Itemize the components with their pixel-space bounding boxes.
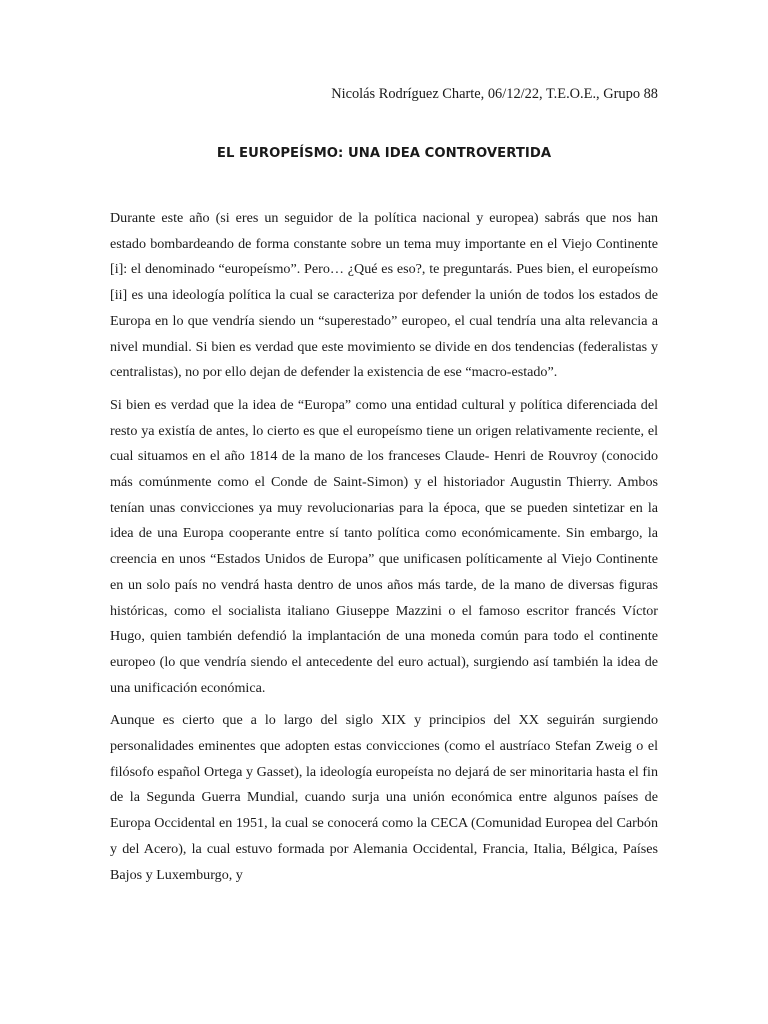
document-body (110, 206, 658, 895)
paragraph-2: Si bien es verdad que la idea de “Europa” como una entidad cultural y política diferenciada del resto ya existía de antes, lo cierto es que el europeísmo tiene un origen relativamente reciente, el cual situamos en el año 1814 de la mano de los franceses Claude- Henri de Rouvroy (conocido más comúnmente como el Conde de Saint-Simon) y el historiador Augustin Thierry. Ambos tenían unas convicciones ya muy revolucionarias para la época, que se pueden sintetizar en la idea de una Europa cooperante entre sí tanto política como económicamente. Sin embargo, la creencia en unos “Estados Unidos de Europa” que unificasen políticamente al Viejo Continente en un solo país no vendrá hasta dentro de unos años más tarde, de la mano de diversas figuras históricas, como el socialista italiano Giuseppe Mazzini o el famoso escritor francés Víctor Hugo, quien también defendió la implantación de una moneda común para todo el continente europeo (lo que vendría siendo el antecedente del euro actual), surgiendo así también la idea de una unificación económica. (110, 396, 658, 696)
paragraph-3: Aunque es cierto que a lo largo del siglo XIX y principios del XX seguirán surgiendo personalidades eminentes que adopten estas convicciones (como el austríaco Stefan Zweig o el filósofo español Ortega y Gasset), la ideología europeísta no dejará de ser minoritaria hasta el fin de la Segunda Guerra Mundial, cuando surja una unión económica entre algunos países de Europa Occidental en 1951, la cual se conocerá como la CECA (Comunidad Europea del Carbón y del Acero), la cual estuvo formada por Alemania Occidental, Francia, Italia, Bélgica, Países Bajos y Luxemburgo, y (110, 712, 658, 883)
author-header: Nicolás Rodríguez Charte, 06/12/22, T.E.O.E., Grupo 88 (331, 86, 658, 102)
document-title: EL EUROPEÍSMO: UNA IDEA CONTROVERTIDA (216, 146, 552, 161)
paragraph-1: Durante este año (si eres un seguidor de la política nacional y europea) sabrás que nos han estado bombardeando de forma constante sobre un tema muy importante en el Viejo Continente [i]: el denominado “europeísmo”. Pero… ¿Qué es eso?, te preguntarás. Pues bien, el europeísmo [ii] es una ideología política la cual se caracteriza por defender la unión de todos los estados de Europa en lo que vendría siendo un “superestado” europeo, el cual tendría una alta relevancia a nivel mundial. Si bien es verdad que este movimiento se divide en dos tendencias (federalistas y centralistas), no por ello dejan de defender la existencia de ese “macro-estado”. (110, 210, 658, 381)
